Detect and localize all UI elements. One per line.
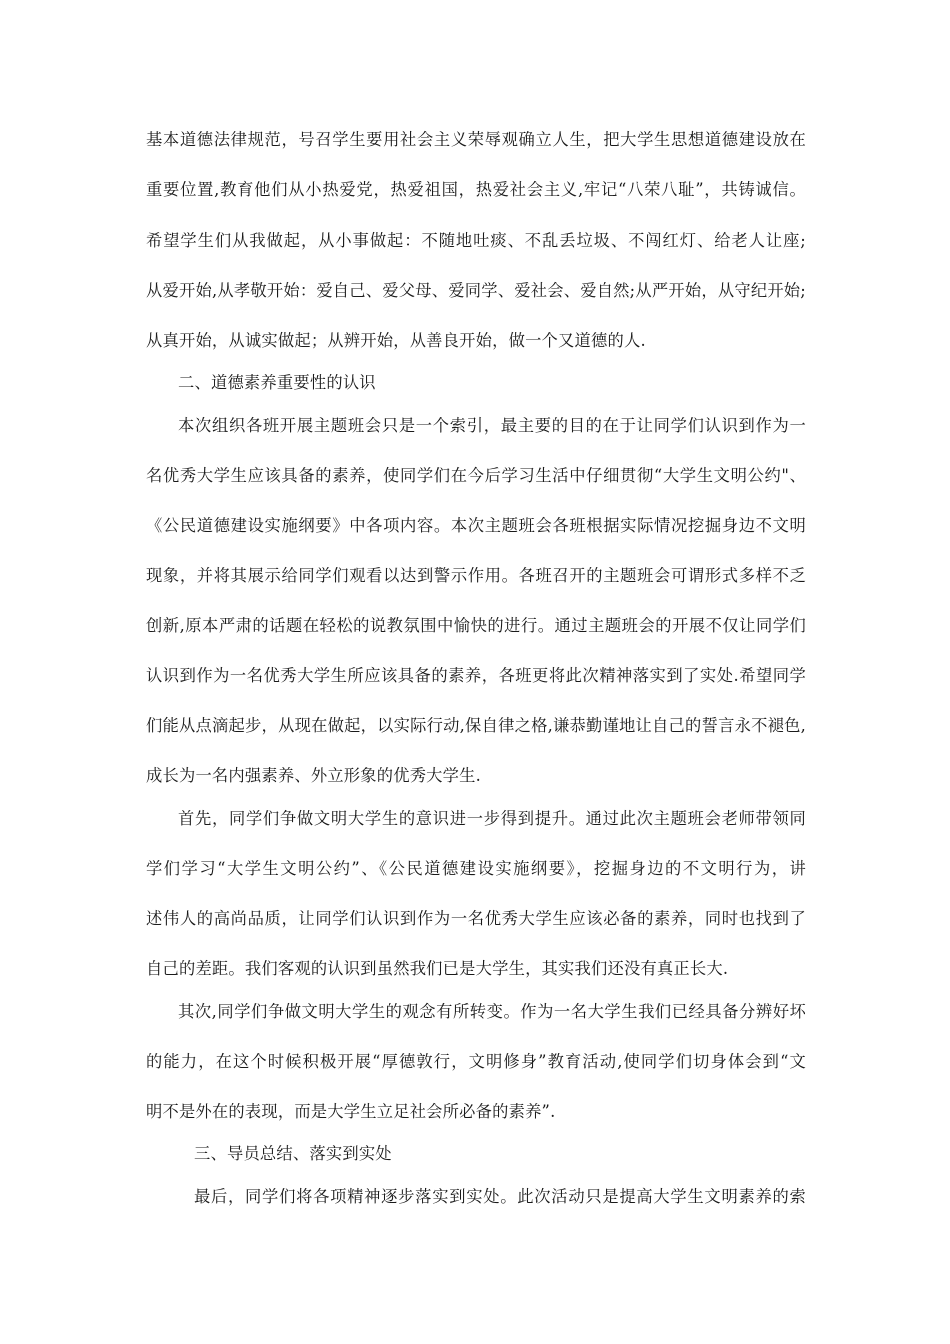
body-line: 成长为一名内强素养、外立形象的优秀大学生. <box>146 766 482 785</box>
body-line: 的能力，在这个时候积极开展“厚德敦行，文明修身”教育活动,使同学们切身体会到“文 <box>146 1052 806 1071</box>
body-line: 名优秀大学生应该具备的素养，使同学们在今后学习生活中仔细贯彻“大学生文明公约"、 <box>146 466 806 485</box>
body-line: 从真开始，从诚实做起；从辨开始，从善良开始，做一个又道德的人. <box>146 331 646 350</box>
body-line: 《公民道德建设实施纲要》中各项内容。本次主题班会各班根据实际情况挖掘身边不文明 <box>146 516 806 535</box>
body-line: 最后，同学们将各项精神逐步落实到实处。此次活动只是提高大学生文明素养的索 <box>194 1187 806 1206</box>
body-line: 述伟人的高尚品质，让同学们认识到作为一名优秀大学生应该必备的素养，同时也找到了 <box>146 909 806 928</box>
body-line: 本次组织各班开展主题班会只是一个索引，最主要的目的在于让同学们认识到作为一 <box>178 416 806 435</box>
body-line: 从爱开始,从孝敬开始：爱自己、爱父母、爱同学、爱社会、爱自然;从严开始，从守纪开始; <box>146 281 806 300</box>
body-line: 认识到作为一名优秀大学生所应该具备的素养，各班更将此次精神落实到了实处.希望同学 <box>146 666 806 685</box>
body-line: 学们学习“大学生文明公约”、《公民道德建设实施纲要》，挖掘身边的不文明行为，讲 <box>146 859 806 878</box>
body-line: 基本道德法律规范，号召学生要用社会主义荣辱观确立人生，把大学生思想道德建设放在 <box>146 130 806 149</box>
body-line: 重要位置,教育他们从小热爱党，热爱祖国，热爱社会主义,牢记“八荣八耻”，共铸诚信。 <box>146 180 806 199</box>
section-heading: 二、道德素养重要性的认识 <box>178 373 376 392</box>
body-line: 明不是外在的表现，而是大学生立足社会所必备的素养”. <box>146 1102 556 1121</box>
body-line: 们能从点滴起步，从现在做起，以实际行动,保自律之格,谦恭勤谨地让自己的誓言永不褪色, <box>146 716 806 735</box>
body-line: 希望学生们从我做起，从小事做起：不随地吐痰、不乱丢垃圾、不闯红灯、给老人让座; <box>146 231 806 250</box>
body-line: 首先，同学们争做文明大学生的意识进一步得到提升。通过此次主题班会老师带领同 <box>178 809 806 828</box>
body-line: 其次,同学们争做文明大学生的观念有所转变。作为一名大学生我们已经具备分辨好坏 <box>178 1002 806 1021</box>
body-line: 自己的差距。我们客观的认识到虽然我们已是大学生，其实我们还没有真正长大. <box>146 959 729 978</box>
body-line: 创新,原本严肃的话题在轻松的说教氛围中愉快的进行。通过主题班会的开展不仅让同学们 <box>146 616 806 635</box>
body-line: 现象，并将其展示给同学们观看以达到警示作用。各班召开的主题班会可谓形式多样不乏 <box>146 566 806 585</box>
section-heading: 三、导员总结、落实到实处 <box>194 1144 392 1163</box>
